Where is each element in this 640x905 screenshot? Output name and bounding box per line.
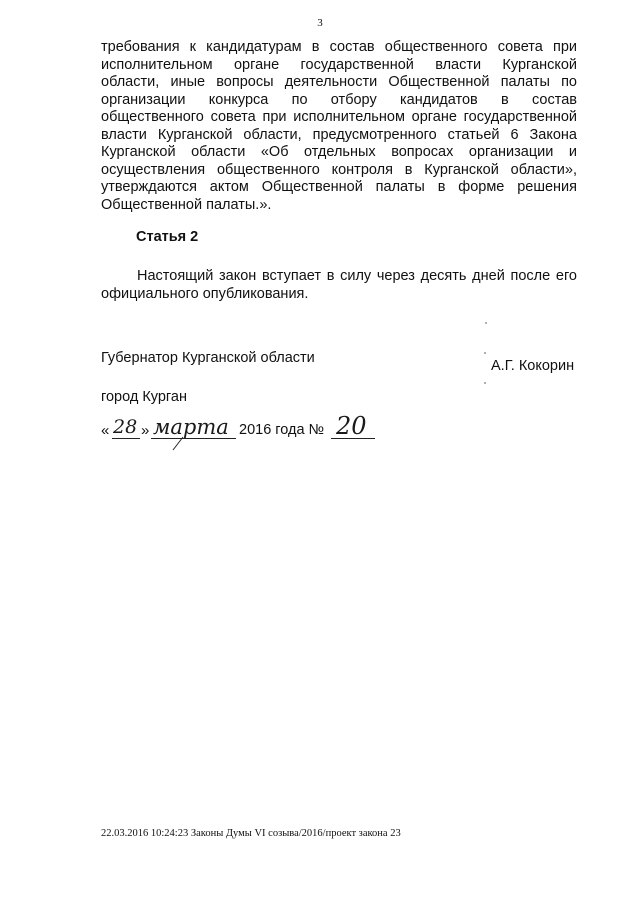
date-year-text: 2016 года №	[239, 422, 325, 438]
body-line: требования к кандидатурам в состав общественного совета при	[101, 39, 577, 55]
article-heading: Статья 2	[136, 229, 199, 245]
article-line: официального опубликования.	[101, 285, 309, 302]
body-line: области, иные вопросы деятельности Общественной палаты по	[101, 74, 577, 90]
body-line: осуществления общественного контроля в Курганской области»,	[101, 161, 577, 178]
city-name: город Курган	[101, 389, 187, 405]
scan-speck	[484, 382, 486, 384]
handwriting-stroke-icon	[169, 436, 187, 452]
scan-speck	[485, 322, 487, 324]
article-paragraph	[101, 268, 577, 303]
date-close-quote: »	[141, 422, 150, 439]
date-day-underline	[112, 438, 140, 439]
date-month-handwritten: марта	[153, 415, 229, 439]
footer-path: 22.03.2016 10:24:23 Законы Думы VI созыва/2016/проект закона 23	[101, 828, 401, 839]
body-line: организации конкурса по отбору кандидатов в состав	[101, 91, 577, 108]
body-line: исполнительном органе государственной власти Курганской	[101, 56, 577, 73]
signatory-title: Губернатор Курганской области	[101, 350, 315, 366]
body-line: общественного совета при исполнительном органе государственной	[101, 109, 577, 125]
body-line: власти Курганской области, предусмотренного статьей 6 Закона	[101, 126, 577, 143]
body-line: Общественной палаты.».	[101, 196, 272, 213]
date-month-underline	[151, 438, 236, 439]
date-number-handwritten: 20	[336, 412, 367, 440]
body-line: Курганской области «Об отдельных вопросах организации и	[101, 144, 577, 160]
body-paragraph	[101, 39, 577, 214]
date-day-handwritten: 28	[113, 416, 138, 438]
body-line: утверждаются актом Общественной палаты в форме решения	[101, 179, 577, 195]
signatory-name: А.Г. Кокорин	[491, 358, 575, 374]
date-number-underline	[331, 438, 375, 439]
date-open-quote: «	[101, 422, 110, 439]
article-line: Настоящий закон вступает в силу через десять дней после его	[137, 268, 577, 284]
date-line	[101, 412, 391, 452]
page-number: 3	[317, 17, 323, 29]
scan-speck	[484, 352, 486, 354]
